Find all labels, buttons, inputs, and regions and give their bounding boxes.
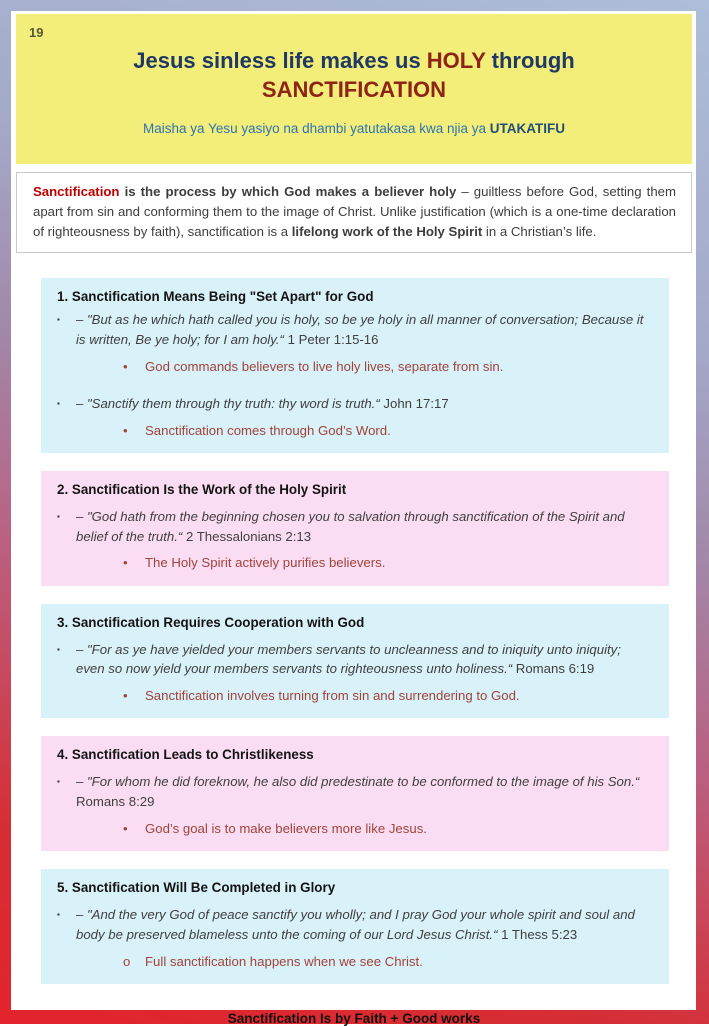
scripture-text xyxy=(76,507,653,547)
application-text: God’s goal is to make believers more like Jesus. xyxy=(145,820,427,836)
section-heading: 2. Sanctification Is the Work of the Holy Spirit xyxy=(57,481,347,497)
text-segment: Jesus sinless life makes us xyxy=(133,48,427,73)
scripture-bullet xyxy=(57,507,653,547)
section-heading: 1. Sanctification Means Being "Set Apart" for God xyxy=(57,289,374,305)
application-text: Sanctification comes through God’s Word. xyxy=(145,422,391,438)
application-point xyxy=(123,553,653,572)
footer-summary: Sanctification Is by Faith + Good works xyxy=(227,1010,481,1026)
square-bullet-icon: ▪ xyxy=(57,777,60,787)
scripture-bullet xyxy=(57,310,653,350)
scripture-reference: Romans 8:29 xyxy=(76,794,155,810)
scripture-bullet xyxy=(57,905,653,945)
section-heading: 3. Sanctification Requires Cooperation with God xyxy=(57,614,365,630)
square-bullet-icon: ▪ xyxy=(57,910,60,920)
dot-bullet-icon: o xyxy=(123,953,131,969)
square-bullet-icon: ▪ xyxy=(57,398,60,408)
scripture-reference: 2 Thessalonians 2:13 xyxy=(182,528,312,544)
text-segment: Sanctification xyxy=(33,184,120,199)
section-2 xyxy=(41,471,669,586)
application-point xyxy=(123,686,653,705)
application-point xyxy=(123,357,653,376)
application-text: Sanctification involves turning from sin and surrendering to God. xyxy=(145,688,520,704)
scripture-reference: 1 Peter 1:15-16 xyxy=(283,331,379,347)
text-segment: through xyxy=(485,48,575,73)
application-text: God commands believers to live holy lives, separate from sin. xyxy=(145,358,504,374)
scripture-quote: – "And the very God of peace sanctify you wholly; and I pray God your whole spirit and soul and body be preserved blameless unto the coming of our Lord Jesus Christ.“ xyxy=(76,907,635,942)
dot-bullet-icon: • xyxy=(123,422,128,438)
scripture-bullet xyxy=(57,772,653,812)
text-segment: is the process by which God makes a believer holy xyxy=(119,184,457,199)
dot-bullet-icon: • xyxy=(123,358,128,374)
scripture-bullet xyxy=(57,640,653,680)
application-point xyxy=(123,421,653,440)
dot-bullet-icon: • xyxy=(123,688,128,704)
swahili-subtitle-bold: UTAKATIFU xyxy=(489,121,565,137)
page-background xyxy=(11,11,696,1026)
scripture-reference: 1 Thess 5:23 xyxy=(497,926,578,942)
scripture-text xyxy=(76,394,653,414)
text-segment: – guiltless before God, setting them apart from sin and conforming them to the image of Christ. Unlike justification (which is a one-time declaration of righteousness by faith), sanctification is a xyxy=(33,184,676,240)
swahili-subtitle-text: Maisha ya Yesu yasiyo na dhambi yatutakasa kwa njia ya xyxy=(143,121,490,137)
scripture-text xyxy=(76,640,653,680)
scripture-text xyxy=(76,905,653,945)
section-3 xyxy=(41,604,669,719)
application-text: The Holy Spirit actively purifies believers. xyxy=(145,555,386,571)
sections-container xyxy=(41,278,669,984)
square-bullet-icon: ▪ xyxy=(57,315,60,325)
scripture-quote: – "For as ye have yielded your members servants to uncleanness and to iniquity unto iniquity; even so now yield your members servants to righteousness unto holiness.“ xyxy=(76,641,621,677)
section-5 xyxy=(41,869,669,984)
application-point xyxy=(123,819,653,838)
scripture-text xyxy=(76,310,653,350)
text-segment: HOLY xyxy=(426,48,486,73)
section-heading: 5. Sanctification Will Be Completed in Glory xyxy=(57,880,336,896)
definition-text xyxy=(33,184,676,239)
swahili-subtitle xyxy=(16,121,692,136)
scripture-quote: – "But as he which hath called you is holy, so be ye holy in all manner of conversation; Because it is written, Be ye holy; for I am holy.“ xyxy=(76,312,644,347)
scripture-quote: – "Sanctify them through thy truth: thy word is truth.“ xyxy=(76,395,380,411)
scripture-quote: – "God hath from the beginning chosen you to salvation through sanctification of the Spirit and belief of the truth.“ xyxy=(76,508,625,544)
scripture-quote: – "For whom he did foreknow, he also did predestinate to be conformed to the image of his Son.“ xyxy=(76,774,640,790)
text-segment: in a Christian’s life. xyxy=(482,224,597,240)
application-text: Full sanctification happens when we see Christ. xyxy=(145,953,423,969)
scripture-reference: Romans 6:19 xyxy=(512,661,595,677)
section-4 xyxy=(41,736,669,851)
scripture-bullet xyxy=(57,394,653,414)
scripture-text xyxy=(76,772,653,812)
page-title-line1 xyxy=(16,14,692,76)
section-1 xyxy=(41,278,669,453)
dot-bullet-icon: • xyxy=(123,555,128,571)
section-heading: 4. Sanctification Leads to Christlikeness xyxy=(57,747,314,763)
scripture-reference: John 17:17 xyxy=(379,395,449,411)
application-point xyxy=(123,952,653,971)
square-bullet-icon: ▪ xyxy=(57,644,60,654)
dot-bullet-icon: • xyxy=(123,820,128,836)
square-bullet-icon: ▪ xyxy=(57,511,60,521)
page-number: 19 xyxy=(29,25,44,40)
page-title-line2: SANCTIFICATION xyxy=(261,76,447,102)
definition-box xyxy=(16,172,692,253)
header-box xyxy=(16,14,692,164)
text-segment: lifelong work of the Holy Spirit xyxy=(291,224,483,240)
